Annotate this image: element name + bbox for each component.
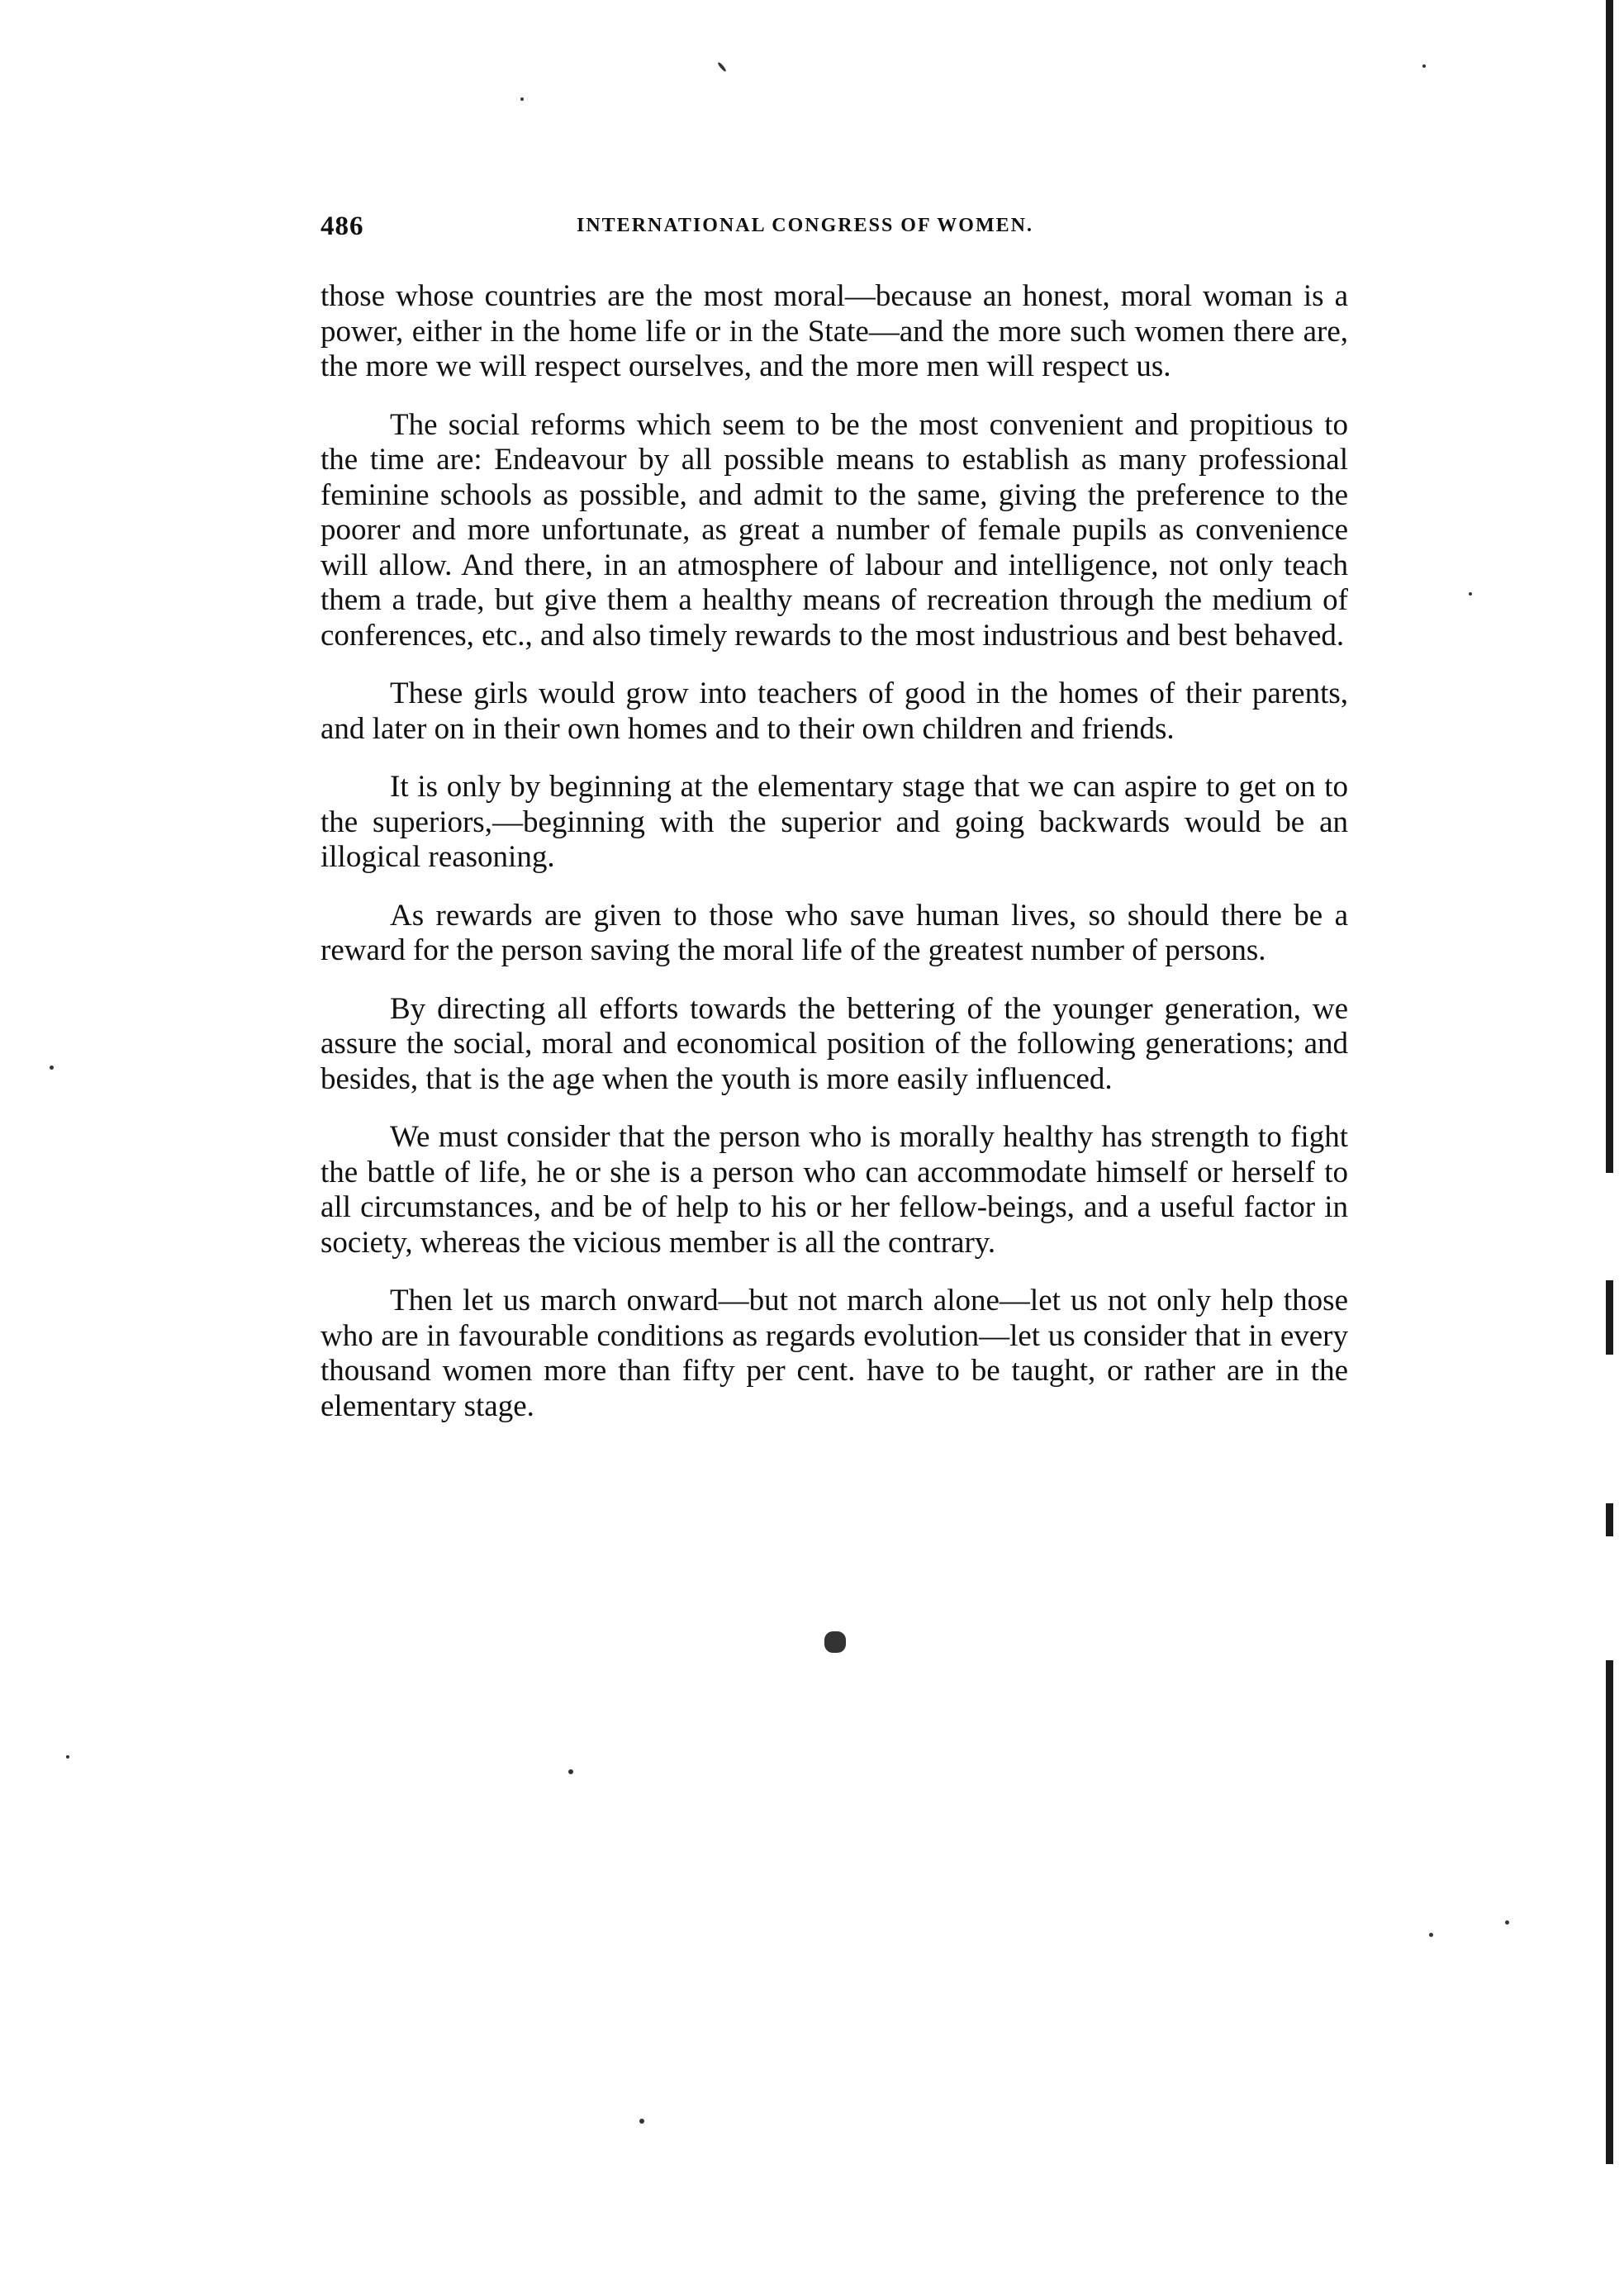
paragraph: those whose countries are the most moral—because an honest, moral woman is a power, either in the home life or in the State—and the more such women there are, the more we will respect ourselves, and the more men will respect us. <box>321 279 1348 383</box>
scan-speck <box>1422 64 1426 68</box>
scan-edge-gap <box>1606 1536 1613 1660</box>
scan-edge-gap <box>1606 1355 1613 1503</box>
paragraph: It is only by beginning at the elementary stage that we can aspire to get on to the superiors,—beginning with the superior and going backwards would be an illogical reasoning. <box>321 770 1348 874</box>
scan-speck <box>639 2119 644 2124</box>
scan-speck <box>717 61 727 72</box>
scan-speck <box>568 1769 573 1774</box>
scan-speck <box>50 1066 54 1070</box>
paragraph: As rewards are given to those who save human lives, so should there be a reward for the person saving the moral life of the greatest number of persons. <box>321 898 1348 967</box>
scan-edge-gap <box>1606 2164 1613 2269</box>
body-text <box>321 279 1348 1447</box>
paragraph: The social reforms which seem to be the most convenient and propitious to the time are: Endeavour by all possible means to establish as many professional feminine schools as possible, and admit to the same, giving the preference to the poorer and more unfortunate, as great a number of female pupils as convenience will allow. And there, in an atmosphere of labour and intelligence, not only teach them a trade, but give them a healthy means of recreation through the medium of conferences, etc., and also timely rewards to the most industrious and best behaved. <box>321 407 1348 653</box>
page-header <box>321 211 1348 244</box>
scan-speck <box>1429 1933 1433 1937</box>
scan-speck <box>66 1755 69 1759</box>
scan-speck <box>1505 1920 1509 1925</box>
paragraph: Then let us march onward—but not march alone—let us not only help those who are in favourable conditions as regards evolution—let us consider that in every thousand women more than fifty per cent. have to be taught, or rather are in the elementary stage. <box>321 1284 1348 1423</box>
paragraph: These girls would grow into teachers of good in the homes of their parents, and later on in their own homes and to their own children and friends. <box>321 676 1348 746</box>
running-head: INTERNATIONAL CONGRESS OF WOMEN. <box>577 215 1033 236</box>
page-number: 486 <box>321 211 364 241</box>
scan-speck <box>1469 592 1472 596</box>
scan-edge-shadow <box>1606 0 1613 2269</box>
paragraph: We must consider that the person who is morally healthy has strength to fight the battle of life, he or she is a person who can accommodate himself or herself to all circumstances, and be of help to his or her fellow-beings, and a useful factor in society, whereas the vicious member is all the contrary. <box>321 1120 1348 1260</box>
paragraph: By directing all efforts towards the bettering of the younger generation, we assure the social, moral and economical position of the following generations; and besides, that is the age when the youth is more easily influenced. <box>321 991 1348 1096</box>
scan-blot <box>824 1631 846 1653</box>
scan-speck <box>520 97 524 101</box>
scan-edge-gap <box>1606 1173 1613 1280</box>
